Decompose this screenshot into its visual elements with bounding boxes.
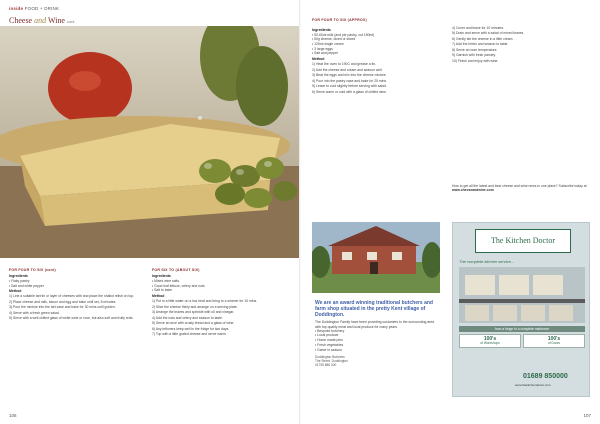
right-recipe-col-2 [452,26,592,64]
advert-contact: Doddington Butchers The Street, Doddington 01795 886 000 [315,354,348,368]
advert-body: The Doddington Family have been providing customers to the surrounding area with top quality meat and local produce for many years. [315,320,435,329]
ingredient-item: • Salt to taste [152,288,292,292]
advert-feature-grid [459,334,585,348]
kitchen-doctor-advert [452,222,590,397]
left-recipe-col-2 [152,268,292,338]
method-step: 6) Gently stir the cheese in a little cream. [452,36,514,41]
recipe-heading: FOR SIX TO (ABOUT SIX) [152,268,200,272]
advert-list-item: • Game in season [315,348,437,352]
ingredient-item: • Flaky pastry [9,279,145,283]
method-step: 8) Serve at room temperature. [452,47,498,52]
page-number: 107 [583,413,591,418]
advert-list-item: • Fresh vegetables [315,343,437,347]
subscribe-note: How to get all the latest and best cheese and wine news in one place? Subscribe today at www.cheeseandwine.com [452,184,587,193]
page-number: 106 [9,413,17,418]
method-step: 3) Arrange the leaves and sprinkle with oil and vinegar. [152,310,235,315]
advert-website[interactable]: www.thekitchendoctor.com [515,383,551,387]
right-page [300,0,600,424]
ingredient-item: • 50-60ml milk (and pie pastry, cut 150ml) [312,33,442,37]
ingredient-item: • Salt and pepper [312,51,442,55]
ingredient-item: • Salt and white pepper [9,284,145,288]
method-step: 9) Garnish with fresh parsley. [452,53,496,58]
method-step: 3) Beat the eggs and mix into the cheese mixture. [312,73,387,78]
method-heading: Method [152,294,165,299]
ingredients-heading: Ingredients [312,27,331,32]
right-recipe-col-1 [312,26,442,95]
method-step: 7) Add the herbs and season to taste. [452,42,509,47]
advert-banner: from a hinge to a complete makeover [459,326,585,332]
method-step: 4) Cover and leave for 10 minutes. [452,26,505,30]
method-step: 4) Add the nuts and celery and season to taste. [152,315,223,320]
advert-headline: We are an award winning traditional butchers and farm shop situated in the pretty Kent village of Doddington. [315,300,433,318]
method-step: 4) Pour into the pastry case and bake for 25 mins. [312,78,388,83]
recipe-heading: FOR FOUR TO SIX (cont) [9,268,56,272]
farm-shop-advert [312,222,440,397]
cheese-wine-photo [0,26,300,258]
ingredient-item: • 3 large eggs [312,47,442,51]
method-heading: Method [9,289,22,294]
method-step: 5) Serve at once with crusty bread and a glass of wine. [152,321,235,326]
method-heading: Method [312,57,325,62]
advert-phone[interactable]: 01689 850000 [523,373,568,380]
advert-list-item: • Local produce [315,333,437,337]
method-step: 5) Serve with a well chilled glass of white wine or rose, but also soft and fruity reds. [9,316,134,321]
recipe-heading: FOR FOUR TO SIX (APPROX) [312,18,367,22]
running-head: inside FOOD + DRINK [9,6,60,11]
ingredient-item: • Mixed wine salts [152,279,292,283]
left-recipe-col-1 [9,268,145,322]
ingredient-item: • 125ml single cream [312,42,442,46]
ingredients-heading: Ingredients [152,273,171,278]
ingredient-item: • Good leaf lettuce, celery and nuts [152,284,292,288]
method-step: 1) Put in a little water on a low heat and bring to a simmer for 10 mins. [152,299,258,304]
method-step: 5) Drain and serve with a salad of mixed leaves. [452,31,525,36]
ingredients-heading: Ingredients [9,273,28,278]
section-title: Cheese and Wine cont [9,16,75,25]
method-step: 6) Serve warm or cold with a glass of chilled wine. [312,89,388,94]
method-step: 2) Add the cheese and cream and season well. [312,67,383,72]
subscribe-link[interactable]: www.cheeseandwine.com [452,188,494,193]
method-step: 6) Any leftovers keep well in the fridge for two days. [152,326,230,331]
advert-tagline: The complete kitchen service... [459,259,515,264]
advert-list-item: • Bespoke butchery [315,329,437,333]
feature-box: 100's of Workshops [459,334,521,348]
feature-box: 100's of Doors [523,334,585,348]
method-step: 2) Slice the cheese thinly and arrange on a serving plate. [152,304,238,309]
ingredient-item: • 50g cheese, diced or sliced [312,37,442,41]
farm-shop-photo [312,222,440,293]
method-step: 10) Finish and enjoy with wine. [452,58,499,63]
method-step: 3) Pour the mixture into the tart case and bake for 30 mins until golden. [9,305,116,310]
kitchen-doctor-logo: The Kitchen Doctor [475,229,571,253]
method-step: 4) Serve with a fresh green salad. [9,310,60,315]
method-step: 1) Line a suitable tart tin or layer of cheeses with and place the shallot relish on top. [9,294,135,299]
method-step: 5) Leave to cool slightly before serving with salad. [312,84,387,89]
advert-list-item: • Home made pies [315,338,437,342]
method-step: 7) Top with a little grated cheese and serve warm. [152,332,227,337]
kitchen-photo [459,267,585,323]
method-step: 1) Heat the oven to 190C and grease a tin. [312,62,377,67]
method-step: 2) Place cheese and milk, bacon and egg and bake until set, 8 minutes. [9,299,117,304]
